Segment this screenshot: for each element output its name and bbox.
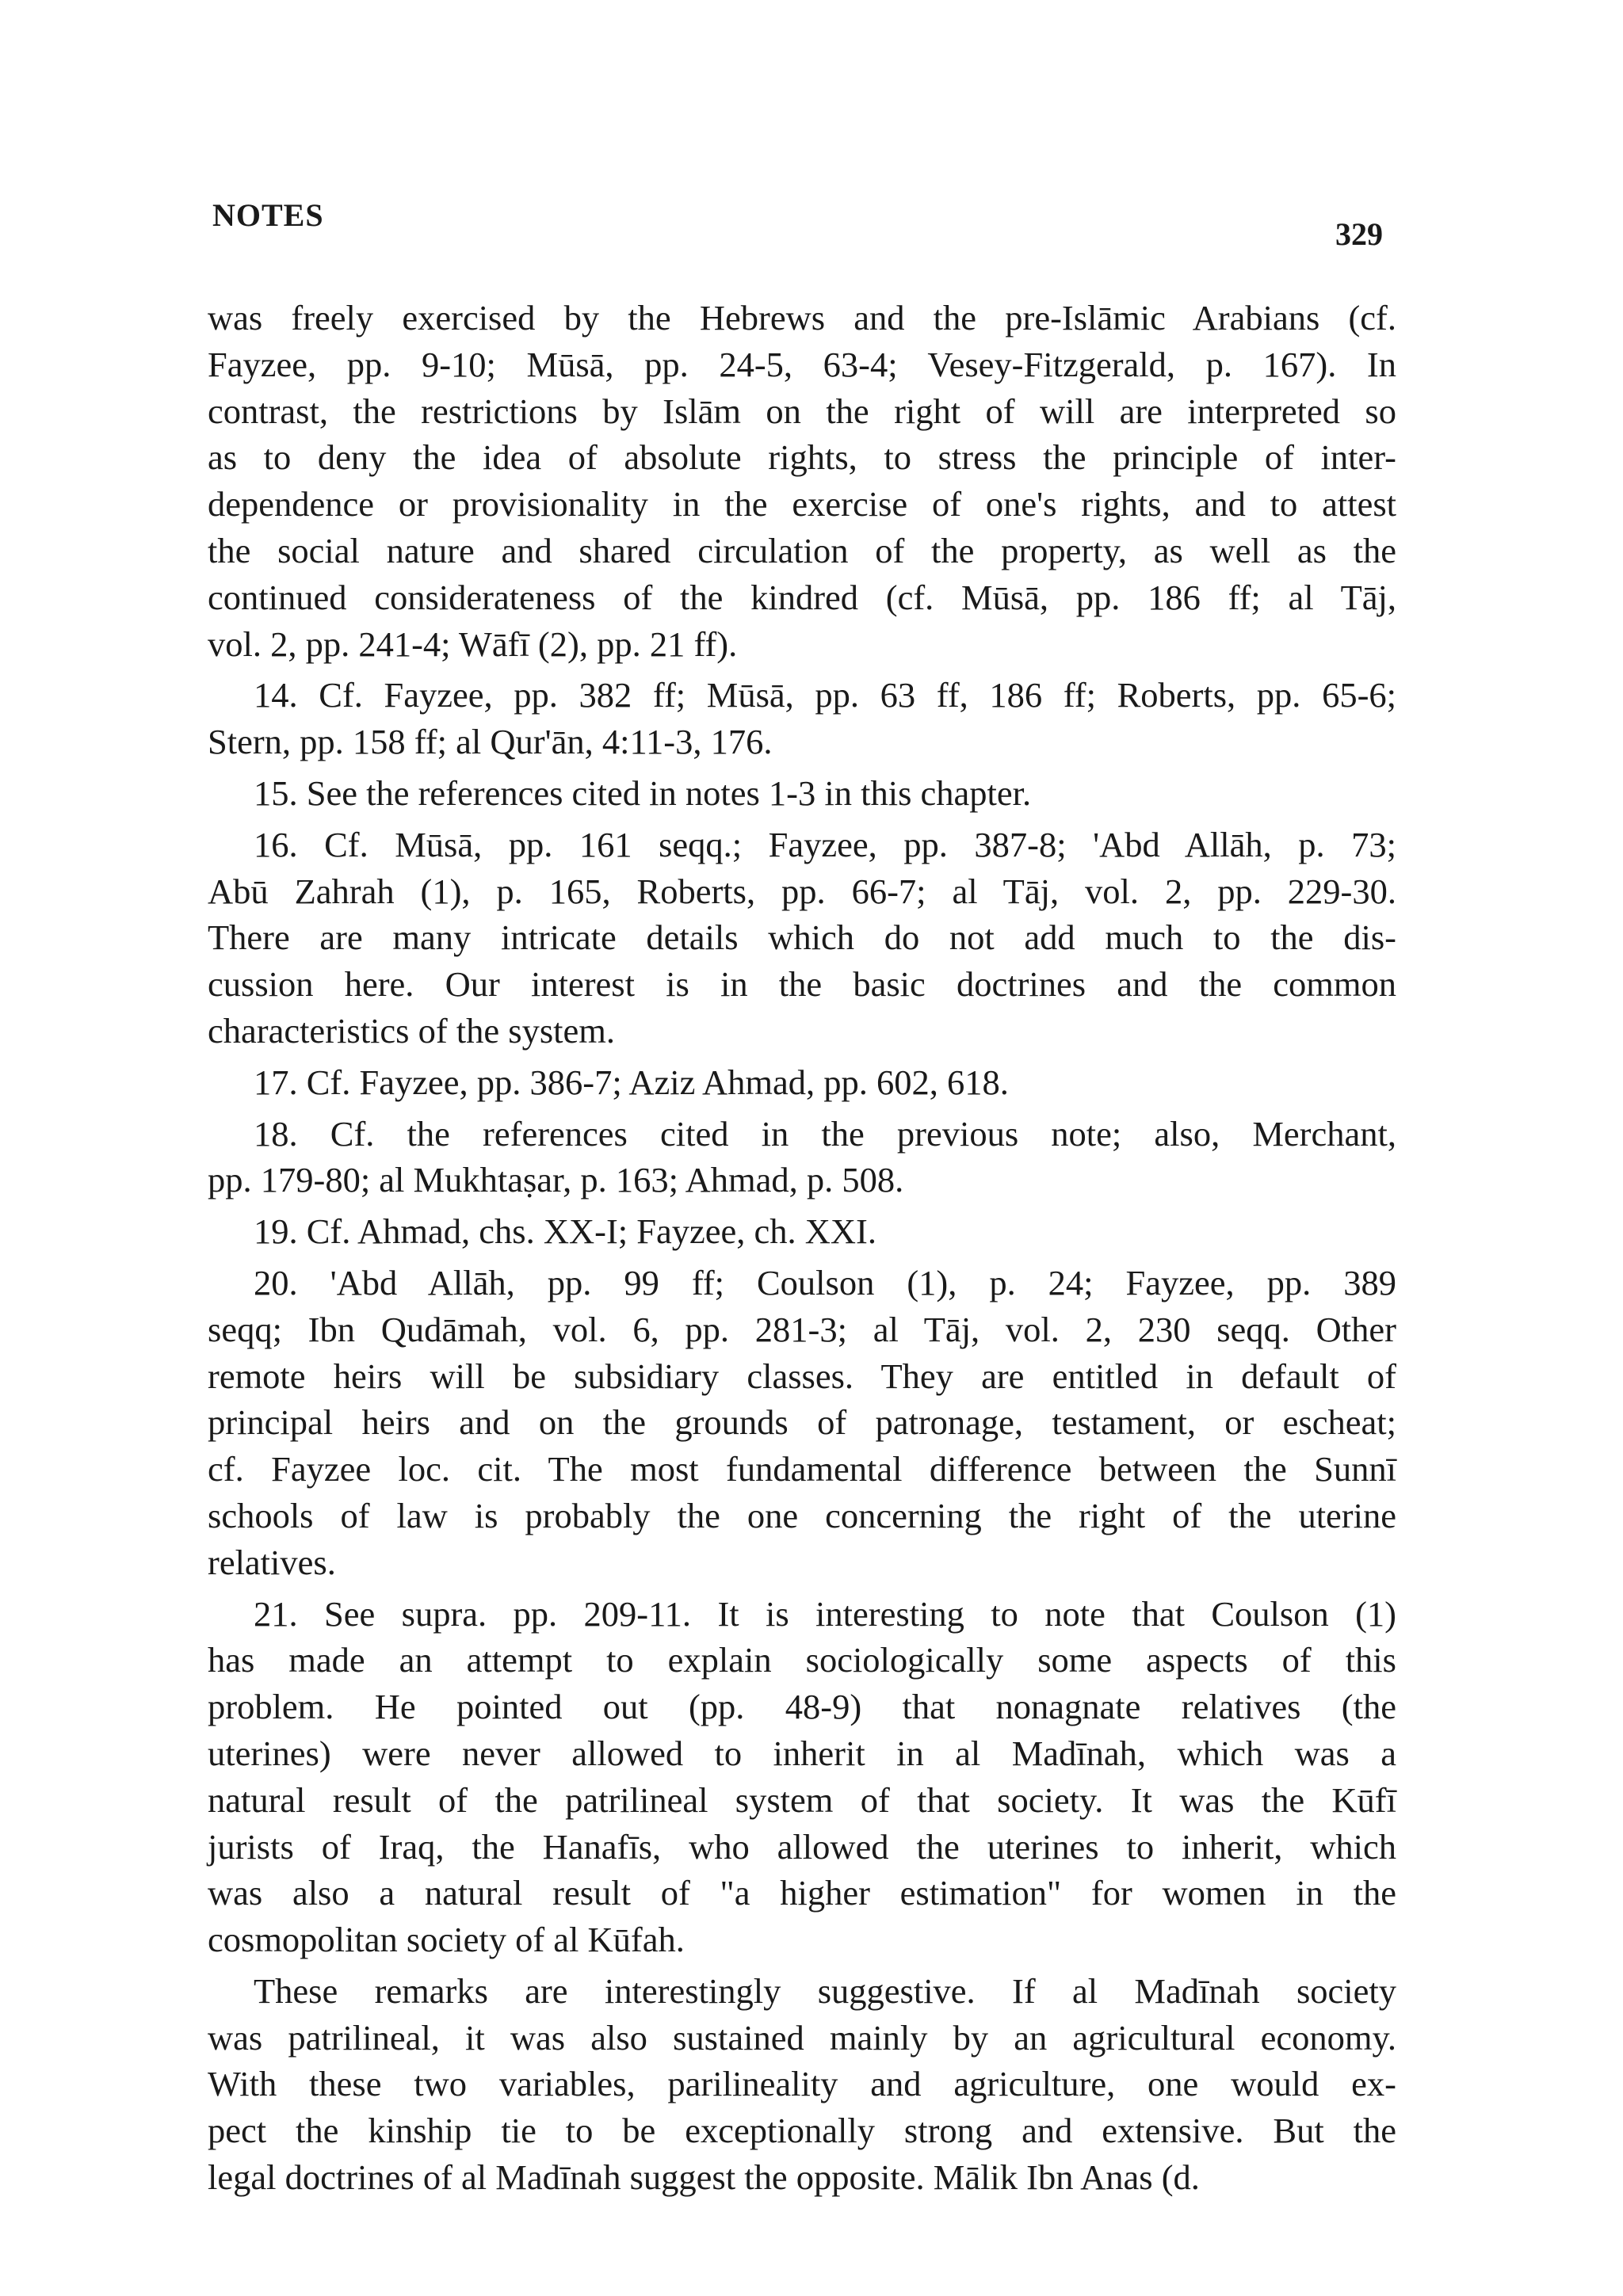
text-line: 20. 'Abd Allāh, pp. 99 ff; Coulson (1), p. 24; Fayzee, pp. 389 <box>254 1262 1396 1302</box>
text-line: legal doctrines of al Madīnah suggest the opposite. Mālik Ibn Anas (d. <box>208 2157 1200 2198</box>
note-continuation <box>208 295 1396 672</box>
text-line: cosmopolitan society of al Kūfah. <box>208 1920 685 1960</box>
text-line: pp. 179-80; al Mukhtaṣar, p. 163; Ahmad, p. 508. <box>208 1160 904 1200</box>
text-line: relatives. <box>208 1542 336 1582</box>
text-line: remote heirs will be subsidiary classes. They are entitled in default of <box>208 1356 1396 1396</box>
text-line: was also a natural result of "a higher estimation" for women in the <box>208 1873 1396 1913</box>
note-21-continuation <box>208 1968 1396 2206</box>
text-line: has made an attempt to explain sociologically some aspects of this <box>208 1640 1396 1680</box>
text-line: With these two variables, parilineality and agriculture, one would ex- <box>208 2064 1396 2104</box>
text-line: principal heirs and on the grounds of patronage, testament, or escheat; <box>208 1402 1396 1443</box>
text-line: was patrilineal, it was also sustained mainly by an agricultural economy. <box>208 2017 1396 2058</box>
text-line: contrast, the restrictions by Islām on the right of will are interpreted so <box>208 391 1396 431</box>
note-18 <box>208 1111 1396 1209</box>
text-line: cussion here. Our interest is in the basic doctrines and the common <box>208 964 1396 1005</box>
note-15 <box>208 770 1396 822</box>
note-21 <box>208 1591 1396 1968</box>
text-line: 16. Cf. Mūsā, pp. 161 seqq.; Fayzee, pp. 387-8; 'Abd Allāh, p. 73; <box>254 824 1396 864</box>
note-19 <box>208 1208 1396 1260</box>
text-line: 18. Cf. the references cited in the previous note; also, Merchant, <box>254 1113 1396 1154</box>
text-line: cf. Fayzee loc. cit. The most fundamental difference between the Sunnī <box>208 1449 1396 1489</box>
text-line: 14. Cf. Fayzee, pp. 382 ff; Mūsā, pp. 63 ff, 186 ff; Roberts, pp. 65-6; <box>254 675 1396 715</box>
text-line: vol. 2, pp. 241-4; Wāfī (2), pp. 21 ff). <box>208 624 738 664</box>
text-line: There are many intricate details which do not add much to the dis- <box>208 917 1396 958</box>
note-20 <box>208 1260 1396 1591</box>
text-line: 19. Cf. Ahmad, chs. XX-I; Fayzee, ch. XXI. <box>254 1211 876 1252</box>
note-17 <box>208 1059 1396 1111</box>
note-16 <box>208 822 1396 1059</box>
text-line: continued considerateness of the kindred (cf. Mūsā, pp. 186 ff; al Tāj, <box>208 577 1396 617</box>
text-line: jurists of Iraq, the Hanafīs, who allowed the uterines to inherit, which <box>208 1826 1396 1867</box>
text-line: the social nature and shared circulation of the property, as well as the <box>208 530 1396 570</box>
text-line: schools of law is probably the one concerning the right of the uterine <box>208 1495 1396 1535</box>
text-line: as to deny the idea of absolute rights, to stress the principle of inter- <box>208 437 1396 478</box>
text-line: These remarks are interestingly suggestive. If al Madīnah society <box>254 1970 1396 2011</box>
text-line: was freely exercised by the Hebrews and the pre-Islāmic Arabians (cf. <box>208 298 1396 338</box>
text-line: 15. See the references cited in notes 1-3 in this chapter. <box>254 772 1032 813</box>
text-line: pect the kinship tie to be exceptionally strong and extensive. But the <box>208 2111 1396 2151</box>
text-line: 17. Cf. Fayzee, pp. 386-7; Aziz Ahmad, pp. 602, 618. <box>254 1062 1009 1102</box>
text-line: characteristics of the system. <box>208 1010 616 1051</box>
note-14 <box>208 672 1396 770</box>
text-line: 21. See supra. pp. 209-11. It is interesting to note that Coulson (1) <box>254 1593 1396 1634</box>
text-line: seqq; Ibn Qudāmah, vol. 6, pp. 281-3; al Tāj, vol. 2, 230 seqq. Other <box>208 1309 1396 1349</box>
text-line: uterines) were never allowed to inherit in al Madīnah, which was a <box>208 1733 1396 1773</box>
text-line: Stern, pp. 158 ff; al Qur'ān, 4:11-3, 176. <box>208 722 773 762</box>
notes-body <box>208 295 1396 2206</box>
text-line: problem. He pointed out (pp. 48-9) that nonagnate relatives (the <box>208 1687 1396 1727</box>
running-head: NOTES <box>212 197 324 233</box>
page-number: 329 <box>1335 216 1383 252</box>
text-line: dependence or provisionality in the exercise of one's rights, and to attest <box>208 484 1396 524</box>
text-line: Abū Zahrah (1), p. 165, Roberts, pp. 66-7; al Tāj, vol. 2, pp. 229-30. <box>208 871 1396 911</box>
text-line: natural result of the patrilineal system of that society. It was the Kūfī <box>208 1779 1396 1820</box>
text-line: Fayzee, pp. 9-10; Mūsā, pp. 24-5, 63-4; Vesey-Fitzgerald, p. 167). In <box>208 344 1396 384</box>
